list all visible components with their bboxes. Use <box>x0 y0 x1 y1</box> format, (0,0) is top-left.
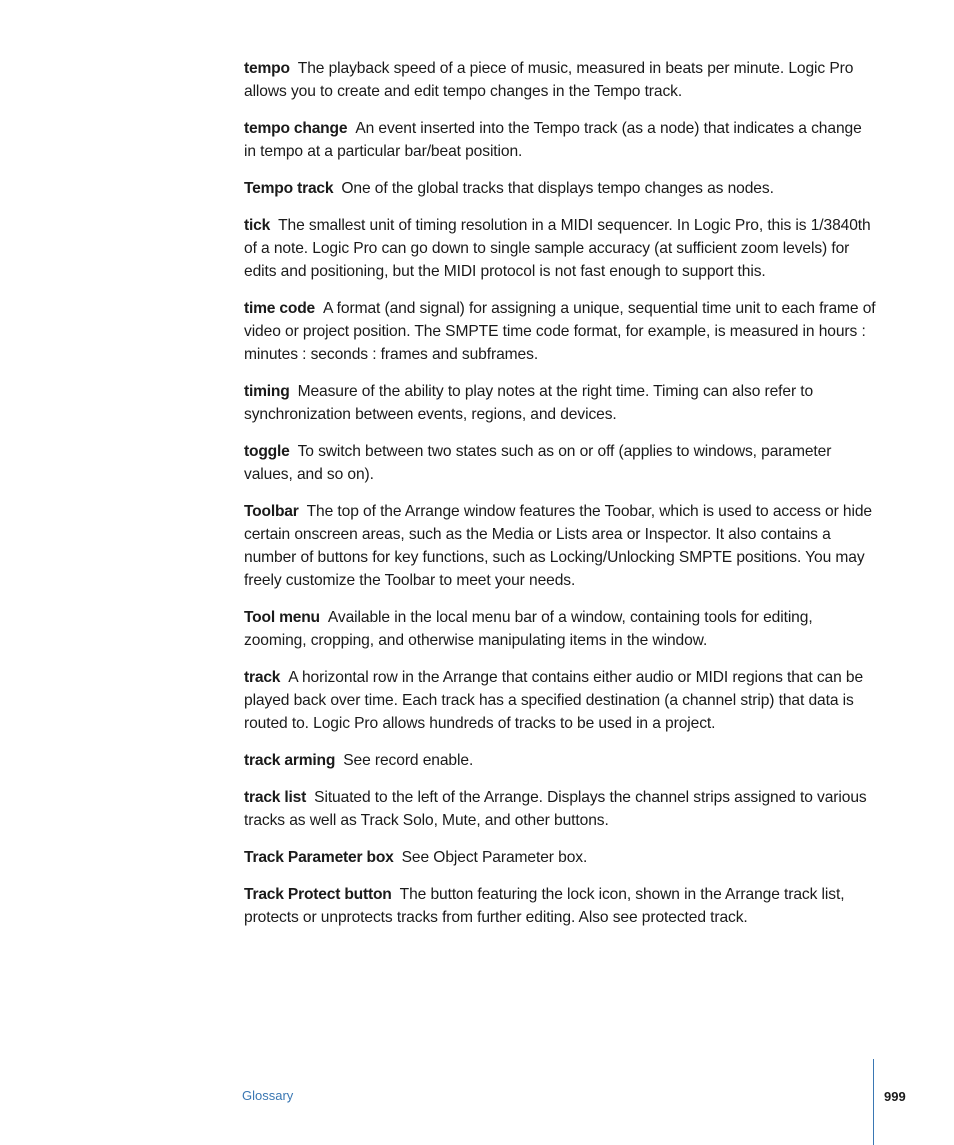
glossary-term: toggle <box>244 443 290 460</box>
glossary-definition: Situated to the left of the Arrange. Displays the channel strips assigned to various tracks as well as Track Solo, Mute, and other buttons. <box>244 789 867 829</box>
glossary-entry-toggle <box>244 440 876 486</box>
glossary-definition: See record enable. <box>343 752 474 769</box>
glossary-definition: Measure of the ability to play notes at the right time. Timing can also refer to synchronization between events, regions, and devices. <box>244 383 814 423</box>
glossary-entry-tempo-change <box>244 117 876 163</box>
glossary-definition: A format (and signal) for assigning a unique, sequential time unit to each frame of video or project position. The SMPTE time code format, for example, is measured in hours : minutes : seconds : frames and subframes. <box>244 300 876 363</box>
glossary-definition: One of the global tracks that displays tempo changes as nodes. <box>341 180 774 197</box>
glossary-term: track list <box>244 789 307 806</box>
glossary-entry-tick <box>244 214 876 283</box>
glossary-definition: A horizontal row in the Arrange that contains either audio or MIDI regions that can be played back over time. Each track has a specified destination (a channel strip) that data is routed to. Logic Pro allows hundreds of tracks to be used in a project. <box>244 669 864 732</box>
glossary-term: Tempo track <box>244 180 334 197</box>
glossary-term: tick <box>244 217 271 234</box>
footer-section-title: Glossary <box>242 1088 294 1103</box>
glossary-entry-tempo-track <box>244 177 876 200</box>
glossary-list <box>244 57 876 943</box>
glossary-definition: See Object Parameter box. <box>401 849 588 866</box>
glossary-term: Toolbar <box>244 503 299 520</box>
page-number: 999 <box>884 1089 906 1104</box>
glossary-term: Track Protect button <box>244 886 392 903</box>
glossary-term: tempo change <box>244 120 348 137</box>
glossary-entry-tool-menu <box>244 606 876 652</box>
glossary-entry-tempo <box>244 57 876 103</box>
glossary-definition: The playback speed of a piece of music, measured in beats per minute. Logic Pro allows you to create and edit tempo changes in the Tempo track. <box>244 60 854 100</box>
glossary-term: timing <box>244 383 290 400</box>
glossary-definition: An event inserted into the Tempo track (as a node) that indicates a change in tempo at a particular bar/beat position. <box>244 120 862 160</box>
footer-divider <box>873 1059 874 1145</box>
glossary-entry-track-parameter-box <box>244 846 876 869</box>
glossary-entry-track-arming <box>244 749 876 772</box>
glossary-definition: The top of the Arrange window features the Toobar, which is used to access or hide certain onscreen areas, such as the Media or Lists area or Inspector. It also contains a number of buttons for key functions, such as Locking/Unlocking SMPTE positions. You may freely customize the Toolbar to meet your needs. <box>244 503 872 589</box>
glossary-term: tempo <box>244 60 290 77</box>
glossary-definition: The button featuring the lock icon, shown in the Arrange track list, protects or unprotects tracks from further editing. Also see protected track. <box>244 886 845 926</box>
glossary-term: Tool menu <box>244 609 320 626</box>
glossary-entry-timing <box>244 380 876 426</box>
glossary-term: track <box>244 669 281 686</box>
glossary-entry-time-code <box>244 297 876 366</box>
glossary-entry-track-protect-button <box>244 883 876 929</box>
glossary-definition: Available in the local menu bar of a window, containing tools for editing, zooming, cropping, and otherwise manipulating items in the window. <box>244 609 813 649</box>
glossary-term: Track Parameter box <box>244 849 394 866</box>
glossary-entry-track-list <box>244 786 876 832</box>
glossary-definition: The smallest unit of timing resolution in a MIDI sequencer. In Logic Pro, this is 1/3840th of a note. Logic Pro can go down to single sample accuracy (at sufficient zoom levels) for edits and positioning, but the MIDI protocol is not fast enough to support this. <box>244 217 871 280</box>
glossary-term: time code <box>244 300 315 317</box>
glossary-entry-toolbar <box>244 500 876 592</box>
glossary-definition: To switch between two states such as on or off (applies to windows, parameter values, and so on). <box>244 443 832 483</box>
glossary-entry-track <box>244 666 876 735</box>
glossary-term: track arming <box>244 752 336 769</box>
